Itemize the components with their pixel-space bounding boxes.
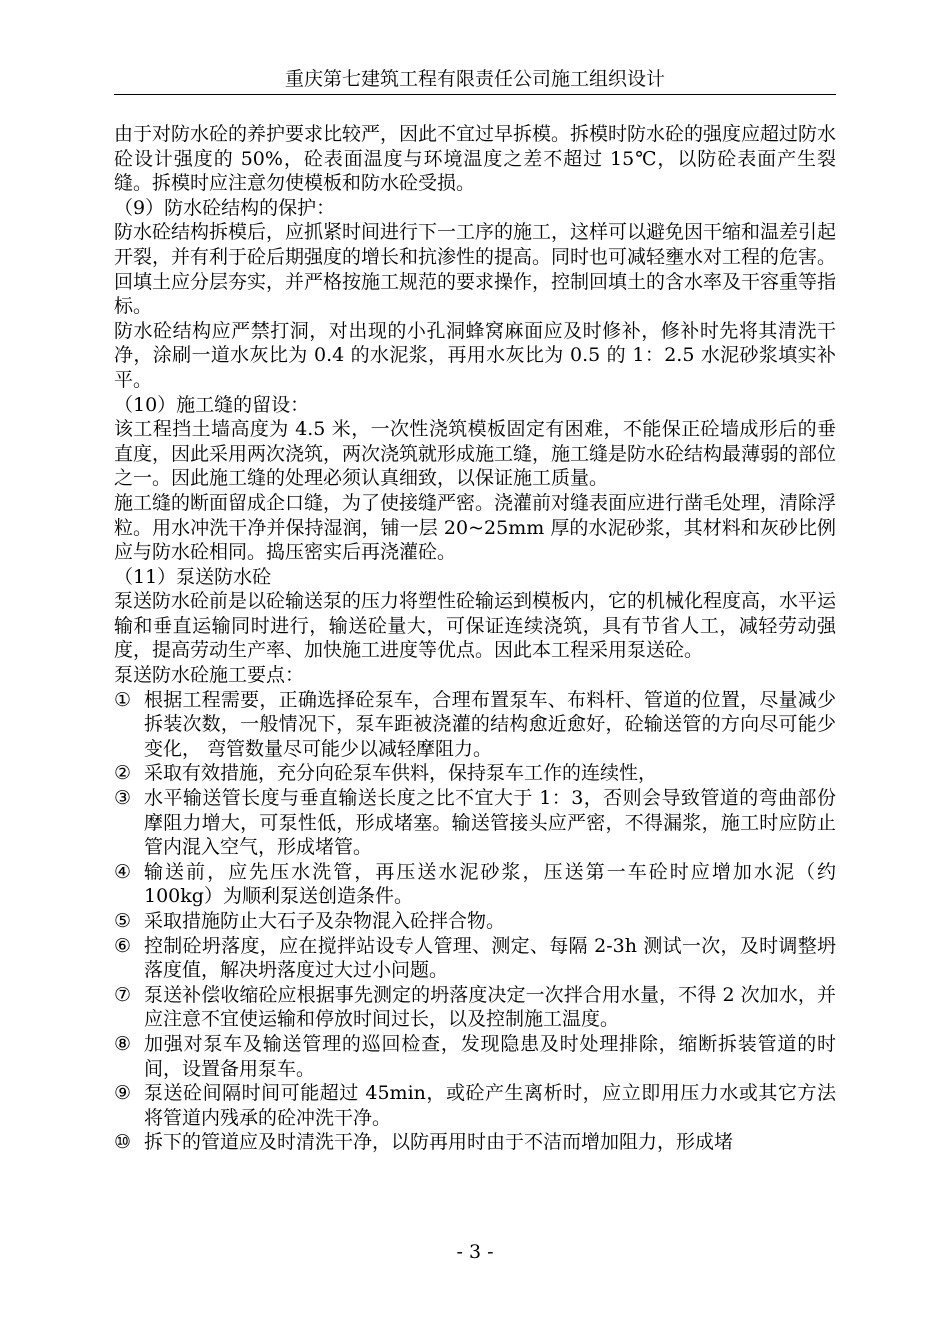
paragraph-construction-joint: 该工程挡土墙高度为 4.5 米，一次性浇筑模板固定有困难，不能保正砼墙成形后的垂直度，因此采用两次浇筑，两次浇筑就形成施工缝，施工缝是防水砼结构最薄弱的部位之一。因此施工缝的处理必须认真细致，以保证施工质量。 bbox=[114, 418, 837, 490]
paragraph-repair: 防水砼结构应严禁打洞，对出现的小孔洞蜂窝麻面应及时修补，修补时先将其清洗干净，涂刷一道水灰比为 0.4 的水泥浆，再用水灰比为 0.5 的 1：2.5 水泥砂浆填实补平。 bbox=[114, 319, 836, 391]
list-item bbox=[114, 786, 836, 860]
page-footer bbox=[0, 1240, 950, 1264]
page-header bbox=[114, 64, 836, 95]
list-item bbox=[114, 909, 836, 934]
list-item bbox=[114, 983, 836, 1032]
list-item bbox=[114, 860, 836, 909]
list-marker: ⑨ bbox=[114, 1082, 132, 1105]
list-item-text: 根据工程需要，正确选择砼泵车，合理布置泵车、布料杆、管道的位置，尽量减少拆装次数，一般情况下，泵车距被浇灌的结构愈近愈好，砼输送管的方向尽可能少变化， 弯管数量尽可能少以减轻摩阻力。 bbox=[144, 688, 836, 760]
paragraph-key-points-title: 泵送防水砼施工要点： bbox=[114, 664, 305, 687]
list-item bbox=[114, 934, 836, 983]
list-item bbox=[114, 761, 836, 786]
list-item-text: 水平输送管长度与垂直输送长度之比不宜大于 1：3，否则会导致管道的弯曲部份摩阻力增大，可泵性低，形成堵塞。输送管接头应严密，不得漏浆，施工时应防止管内混入空气，形成堵管。 bbox=[144, 787, 836, 859]
list-marker: ⑧ bbox=[114, 1032, 132, 1055]
list-marker: ③ bbox=[114, 787, 132, 810]
list-item-text: 采取措施防止大石子及杂物混入砼拌合物。 bbox=[144, 910, 506, 932]
list-item-text: 控制砼坍落度，应在搅拌站设专人管理、测定、每隔 2-3h 测试一次，及时调整坍落度值，解决坍落度过大过小问题。 bbox=[144, 934, 836, 982]
list-marker: ⑥ bbox=[114, 934, 132, 957]
section-heading-9: （9）防水砼结构的保护： bbox=[114, 196, 336, 219]
list-item bbox=[114, 688, 836, 762]
list-marker: ② bbox=[114, 762, 132, 785]
list-marker: ⑤ bbox=[114, 910, 132, 932]
section-heading-11: （11）泵送防水砼 bbox=[114, 565, 272, 588]
list-item bbox=[114, 1081, 836, 1130]
paragraph-pumping-intro: 泵送防水砼前是以砼输送泵的压力将塑性砼输运到模板内，它的机械化程度高，水平运输和垂直运输同时进行，输送砼量大，可保证连续浇筑，具有节省人工，减轻劳动强度，提高劳动生产率、加快施工进度等优点。因此本工程采用泵送砼。 bbox=[114, 590, 837, 662]
list-item-text: 泵送补偿收缩砼应根据事先测定的坍落度决定一次拌合用水量，不得 2 次加水，并应注意不宜使运输和停放时间过长，以及控制施工温度。 bbox=[144, 983, 836, 1031]
list-item-text: 拆下的管道应及时清洗干净，以防再用时由于不洁而增加阻力，形成堵 bbox=[144, 1131, 734, 1154]
list-marker: ⑦ bbox=[114, 983, 132, 1006]
list-item-text: 泵送砼间隔时间可能超过 45min，或砼产生离析时，应立即用压力水或其它方法将管道内残承的砼冲洗干净。 bbox=[144, 1082, 836, 1129]
section-heading-10: （10）施工缝的留设： bbox=[114, 393, 310, 416]
list-marker: ⑩ bbox=[114, 1131, 132, 1154]
list-item bbox=[114, 1130, 836, 1155]
list-marker: ① bbox=[114, 688, 132, 711]
paragraph-curing-formwork: 由于对防水砼的养护要求比较严，因此不宜过早拆模。拆模时防水砼的强度应超过防水砼设计强度的 50%，砼表面温度与环境温度之差不超过 15℃，以防砼表面产生裂缝。拆模时应注意勿使模板和防水砼受损。 bbox=[114, 123, 837, 195]
paragraph-joint-treatment: 施工缝的断面留成企口缝，为了使接缝严密。浇灌前对缝表面应进行凿毛处理，清除浮粒。用水冲洗干净并保持湿润，铺一层 20~25mm 厚的水泥砂浆，其材料和灰砂比例应与防水砼相同。捣压密实后再浇灌砼。 bbox=[114, 491, 837, 564]
key-points-list bbox=[114, 688, 836, 1155]
list-marker: ④ bbox=[114, 860, 132, 883]
header-title: 重庆第七建筑工程有限责任公司施工组织设计 bbox=[284, 68, 665, 90]
document-body bbox=[114, 122, 836, 1155]
page-number: - 3 - bbox=[456, 1241, 494, 1263]
list-item-text: 采取有效措施，充分向砼泵车供料，保持泵车工作的连续性， bbox=[144, 762, 658, 785]
list-item bbox=[114, 1032, 836, 1081]
paragraph-structure-protection: 防水砼结构拆模后，应抓紧时间进行下一工序的施工，这样可以避免因干缩和温差引起开裂，并有利于砼后期强度的增长和抗渗性的提高。同时也可减轻壅水对工程的危害。回填土应分层夯实，并严格按施工规范的要求操作，控制回填土的含水率及干容重等指标。 bbox=[114, 221, 837, 318]
list-item-text: 加强对泵车及输送管理的巡回检查，发现隐患及时处理排除，缩断拆装管道的时间，设置备用泵车。 bbox=[144, 1032, 836, 1080]
list-item-text: 输送前，应先压水洗管，再压送水泥砂浆，压送第一车砼时应增加水泥（约 100kg）为顺利泵送创造条件。 bbox=[144, 860, 836, 908]
